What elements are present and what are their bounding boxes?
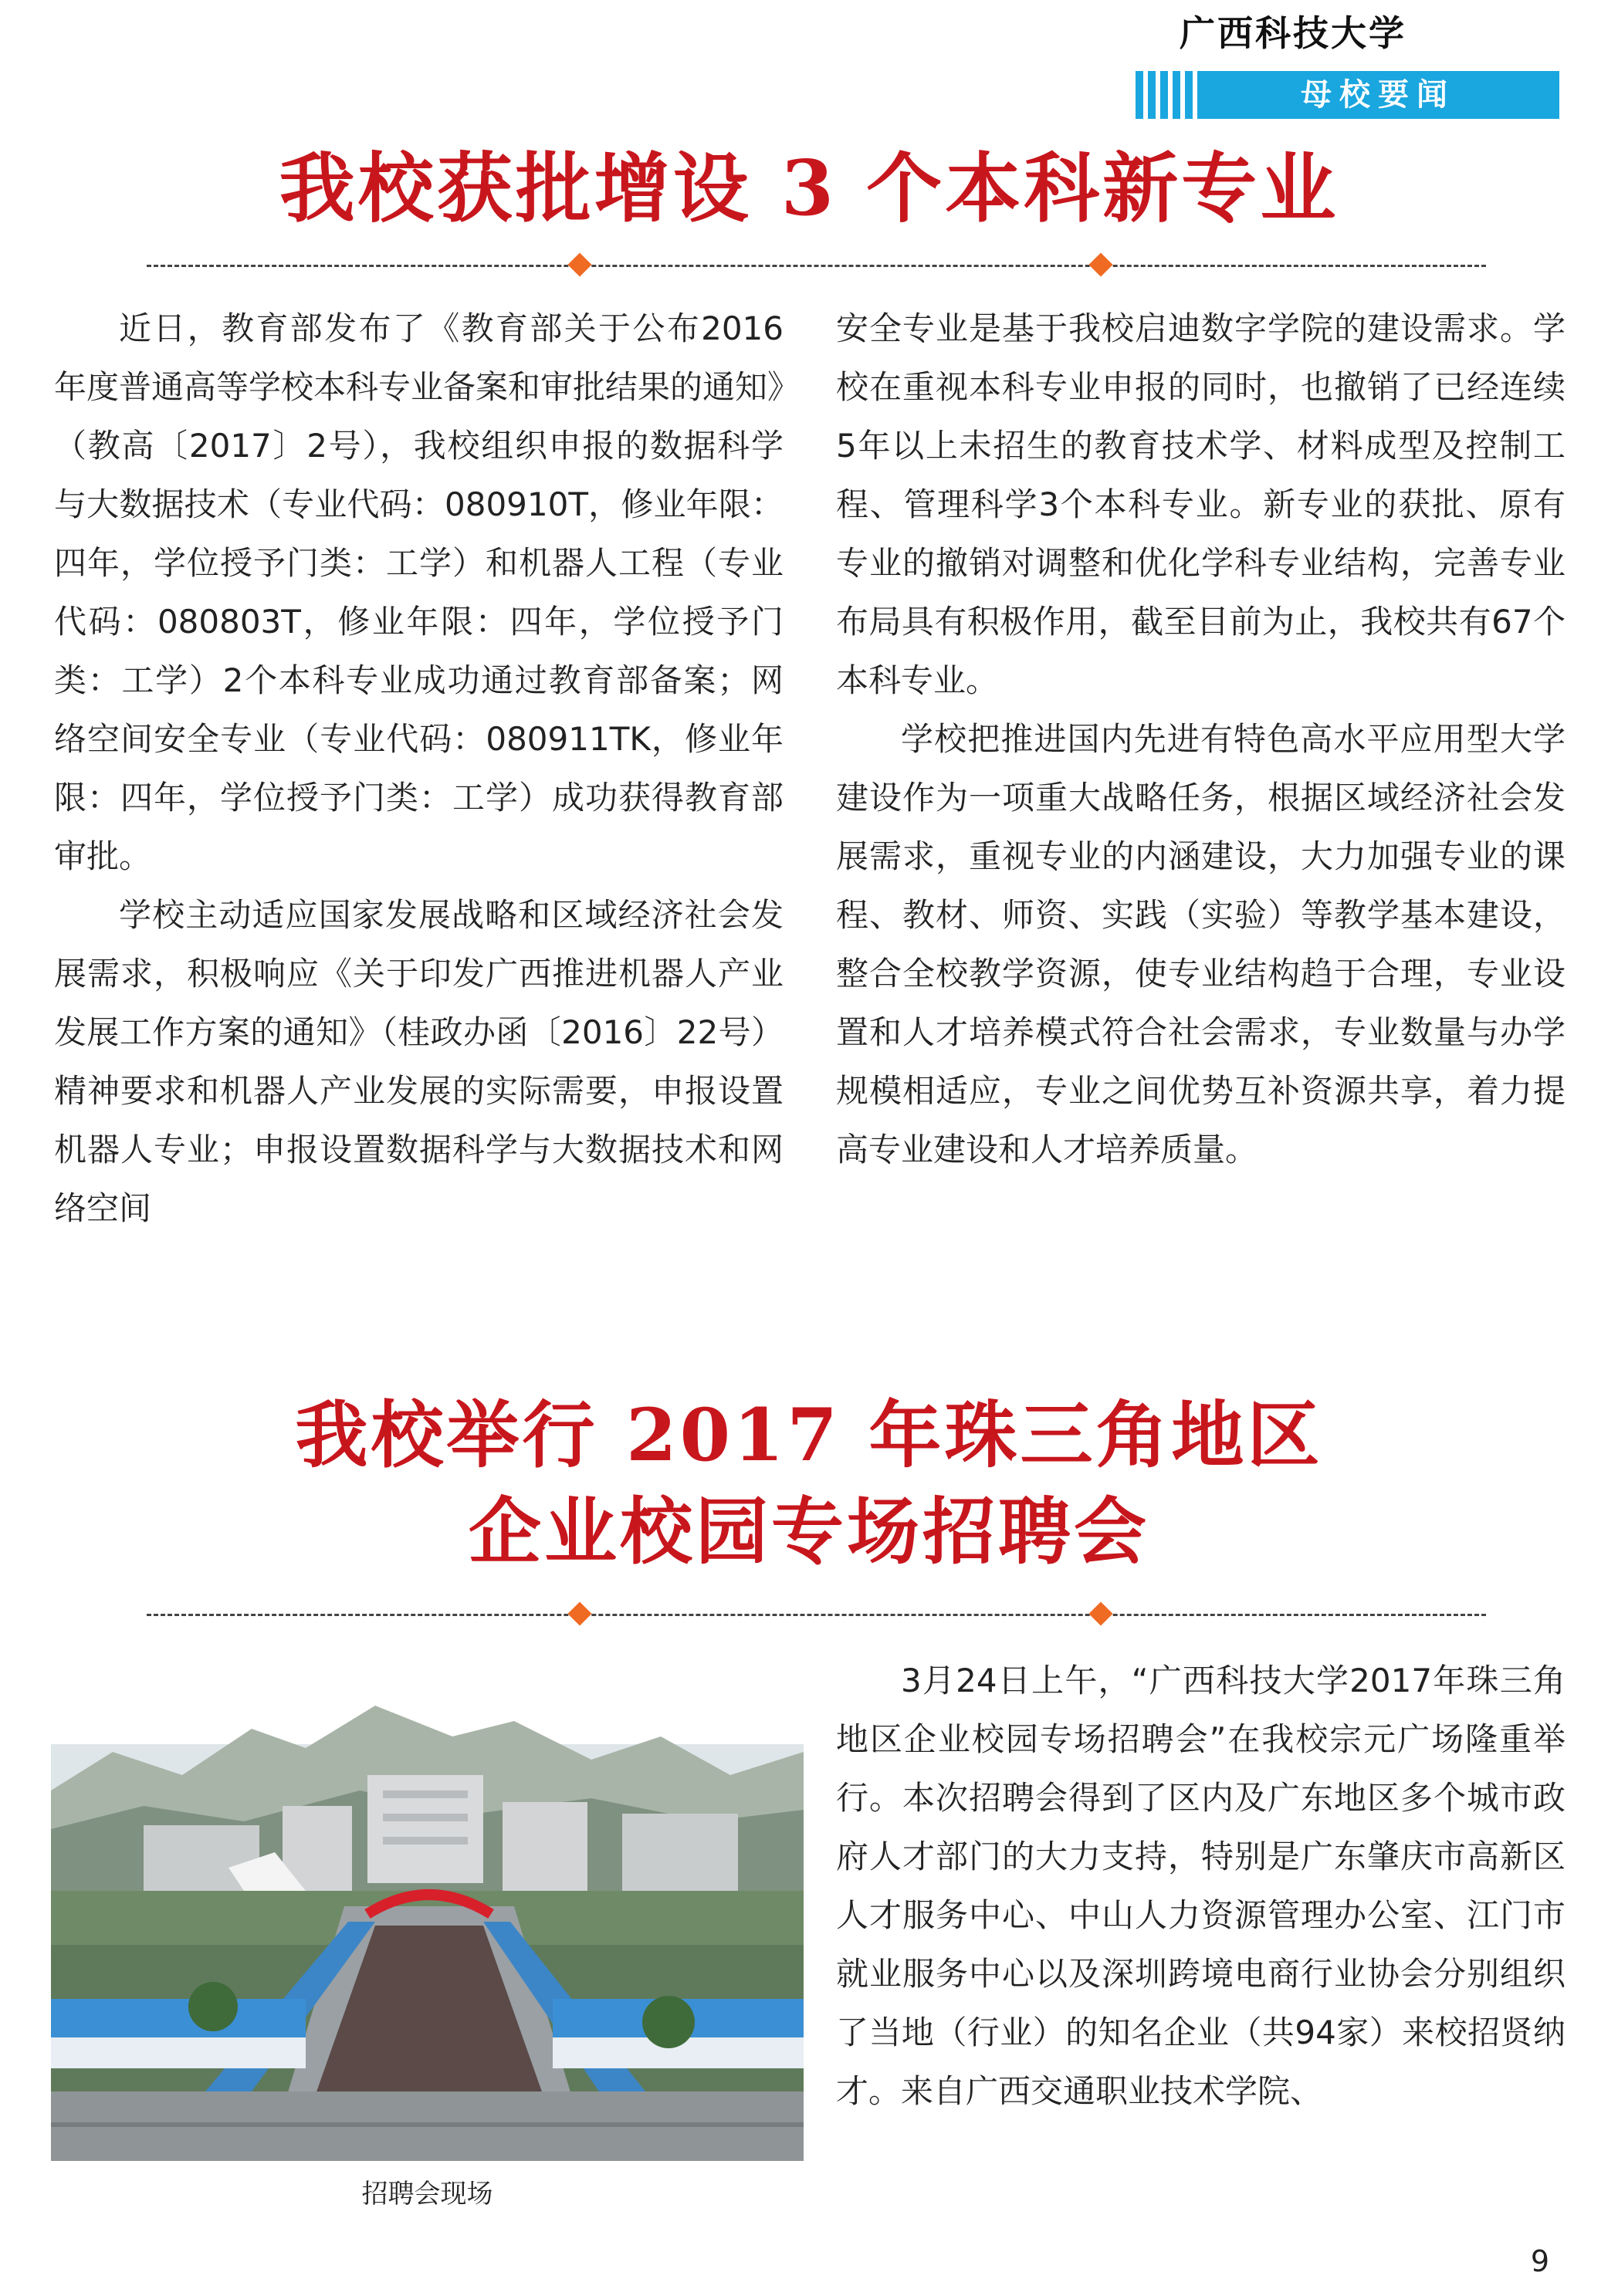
article-1-paragraph-2: 学校主动适应国家发展战略和区域经济社会发展需求，积极响应《关于印发广西推进机器人产业发展工作方案的通知》（桂政办函〔2016〕22号）精神要求和机器人产业发展的实际需要，申报设置机器人专业；申报设置数据科学与大数据技术和网络空间 [54, 896, 784, 1227]
dashed-line [147, 1614, 1486, 1616]
photo-caption: 招聘会现场 [361, 2179, 493, 2210]
article-2-title-line-2: 企业校园专场招聘会 [468, 1490, 1149, 1574]
divider-2 [147, 1604, 1486, 1625]
article-1-column-left [54, 299, 784, 1238]
divider-1 [147, 255, 1486, 276]
article-2-column-right [836, 1652, 1566, 2121]
page-number: 9 [1530, 2244, 1550, 2278]
school-name: 广西科技大学 [1180, 12, 1406, 54]
article-1-paragraph-4: 学校把推进国内先进有特色高水平应用型大学建设作为一项重大战略任务，根据区域经济社会发展需求，重视专业的内涵建设，大力加强专业的课程、教材、师资、实践（实验）等教学基本建设，整合全校教学资源，使专业结构趋于合理，专业设置和人才培养模式符合社会需求，专业数量与办学规模相适应，专业之间优势互补资源共享，着力提高专业建设和人才培养质量。 [836, 720, 1566, 1168]
diamond-ornament-icon [567, 1601, 591, 1625]
diamond-ornament-icon [1088, 1601, 1112, 1625]
stripe-decoration [1131, 71, 1204, 119]
dashed-line [147, 265, 1486, 267]
article-2-paragraph-1: 3月24日上午，“广西科技大学2017年珠三角地区企业校园专场招聘会”在我校宗元广场隆重举行。本次招聘会得到了区内及广东地区多个城市政府人才部门的大力支持，特别是广东肇庆市高新区人才服务中心、中山人力资源管理办公室、江门市就业服务中心以及深圳跨境电商行业协会分别组织了当地（行业）的知名企业（共94家）来校招贤纳才。来自广西交通职业技术学院、 [836, 1662, 1566, 2110]
article-1-title: 我校获批增设 3 个本科新专业 [279, 144, 1339, 233]
masthead [1131, 6, 1559, 118]
section-label: 母校要闻 [1301, 77, 1455, 113]
article-1-column-right [836, 299, 1566, 1179]
job-fair-photo [51, 1659, 804, 2161]
article-2-title-line-1: 我校举行 2017 年珠三角地区 [295, 1393, 1323, 1478]
section-bar [1131, 71, 1559, 119]
job-fair-illustration [51, 1659, 804, 2161]
diamond-ornament-icon [567, 252, 591, 276]
diamond-ornament-icon [1088, 252, 1112, 276]
article-1-paragraph-1: 近日，教育部发布了《教育部关于公布2016年度普通高等学校本科专业备案和审批结果的通知》（教高〔2017〕2号），我校组织申报的数据科学与大数据技术（专业代码：080910T，修业年限：四年，学位授予门类：工学）和机器人工程（专业代码：080803T，修业年限：四年，学位授予门类：工学）2个本科专业成功通过教育部备案；网络空间安全专业（专业代码：080911TK，修业年限：四年，学位授予门类：工学）成功获得教育部审批。 [54, 309, 784, 875]
article-1-paragraph-3: 安全专业是基于我校启迪数字学院的建设需求。学校在重视本科专业申报的同时，也撤销了已经连续5年以上未招生的教育技术学、材料成型及控制工程、管理科学3个本科专业。新专业的获批、原有专业的撤销对调整和优化学科专业结构，完善专业布局具有积极作用，截至目前为止，我校共有67个本科专业。 [836, 309, 1566, 699]
